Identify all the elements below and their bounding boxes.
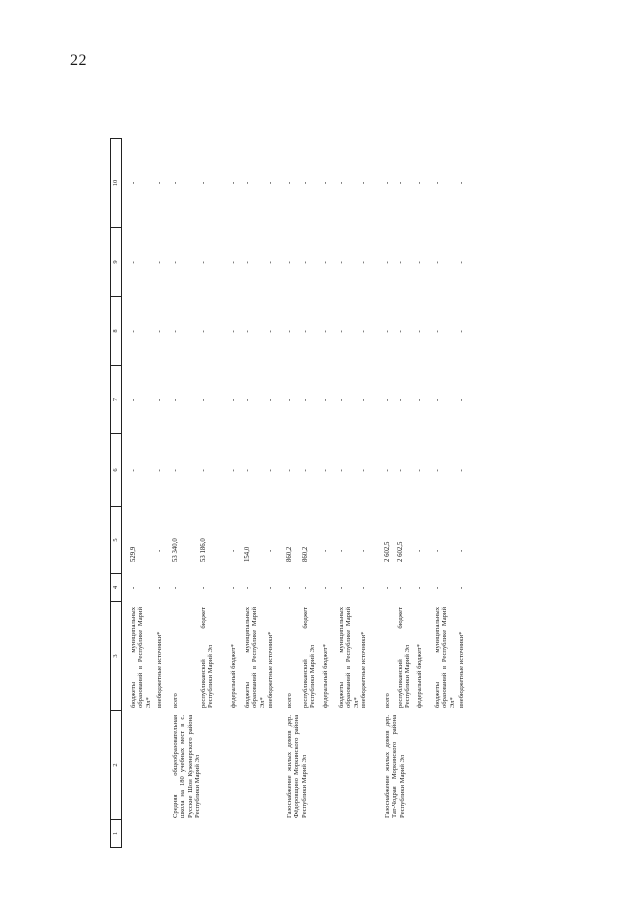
dash-cell: - xyxy=(396,586,404,590)
amount-value: 53 340,0 xyxy=(172,538,179,562)
dash-cell: - xyxy=(457,469,465,472)
dash-cell: - xyxy=(243,469,251,472)
dash-cell: - xyxy=(383,261,391,264)
dash-cell: - xyxy=(171,586,179,590)
dash-cell: - xyxy=(359,469,367,472)
dash-cell: - xyxy=(457,261,465,264)
dash-cell: - xyxy=(229,398,237,402)
dash-cell: - xyxy=(415,469,423,472)
page-number: 22 xyxy=(70,52,87,69)
dash-cell: - xyxy=(171,469,179,472)
dash-cell: - xyxy=(337,469,345,472)
dash-cell: - xyxy=(285,181,293,185)
table-header-row xyxy=(110,138,122,848)
dash-cell: - xyxy=(396,398,404,402)
dash-cell: - xyxy=(396,330,404,333)
dash-cell: - xyxy=(243,398,251,402)
dash-cell: - xyxy=(266,261,274,264)
dash-cell: - xyxy=(321,261,329,264)
header-cell-8: 8 xyxy=(111,297,121,366)
header-cell-4: 4 xyxy=(111,574,121,602)
dash-cell: - xyxy=(199,261,207,264)
dash-cell: - xyxy=(199,181,207,185)
dash-cell: - xyxy=(285,330,293,333)
dash-cell: - xyxy=(229,181,237,185)
header-cell-5: 5 xyxy=(111,507,121,574)
funding-source: федеральный бюджет* xyxy=(322,644,329,708)
dash-cell: - xyxy=(433,181,441,185)
dash-cell: - xyxy=(199,330,207,333)
dash-cell: - xyxy=(396,469,404,472)
dash-cell: - xyxy=(321,586,329,590)
dash-cell: - xyxy=(321,469,329,472)
dash-cell: - xyxy=(266,398,274,402)
dash-cell: - xyxy=(383,330,391,333)
dash-cell: - xyxy=(266,586,274,590)
dash-cell: - xyxy=(301,261,309,264)
dash-cell: - xyxy=(457,398,465,402)
header-cell-1: 1 xyxy=(111,820,121,848)
amount-value: 860,2 xyxy=(302,546,309,562)
dash-cell: - xyxy=(199,398,207,402)
object-name: Средняя общеобразовательная школа на 180 учебных мест в с. Русские Шои Куженерского района Республики Марий Эл xyxy=(172,715,202,818)
amount-value: - xyxy=(434,549,441,552)
dash-cell: - xyxy=(337,330,345,333)
dash-cell: - xyxy=(415,398,423,402)
amount-value: - xyxy=(322,549,329,552)
amount-value: 2 602,5 xyxy=(397,541,404,562)
dash-cell: - xyxy=(285,398,293,402)
header-cell-10: 10 xyxy=(111,138,121,228)
dash-cell: - xyxy=(171,261,179,264)
funding-source: федеральный бюджет* xyxy=(230,644,237,708)
dash-cell: - xyxy=(383,181,391,185)
dash-cell: - xyxy=(415,181,423,185)
dash-cell: - xyxy=(396,261,404,264)
dash-cell: - xyxy=(301,181,309,185)
dash-cell: - xyxy=(229,469,237,472)
dash-cell: - xyxy=(155,181,163,185)
dash-cell: - xyxy=(243,586,251,590)
funding-source: внебюджетные источники* xyxy=(360,631,367,708)
dash-cell: - xyxy=(285,261,293,264)
header-cell-2: 2 xyxy=(111,711,121,820)
funding-source: внебюджетные источники* xyxy=(458,631,465,708)
dash-cell: - xyxy=(359,398,367,402)
dash-cell: - xyxy=(155,261,163,264)
funding-source: внебюджетные источники* xyxy=(156,631,163,708)
rotated-table xyxy=(110,58,630,848)
dash-cell: - xyxy=(359,261,367,264)
dash-cell: - xyxy=(243,181,251,185)
dash-cell: - xyxy=(171,181,179,185)
dash-cell: - xyxy=(285,586,293,590)
funding-source: бюджеты муниципальных образований в Республике Марий Эл* xyxy=(338,607,360,708)
dash-cell: - xyxy=(383,586,391,590)
funding-source: республиканский бюджет Республики Марий Эл xyxy=(302,607,317,708)
dash-cell: - xyxy=(457,181,465,185)
amount-value: 860,2 xyxy=(286,546,293,562)
dash-cell: - xyxy=(171,398,179,402)
funding-source: бюджеты муниципальных образований в Республике Марий Эл* xyxy=(244,607,266,708)
header-cell-7: 7 xyxy=(111,366,121,434)
header-cell-3: 3 xyxy=(111,602,121,711)
dash-cell: - xyxy=(129,398,137,402)
amount-value: - xyxy=(360,549,367,552)
dash-cell: - xyxy=(359,330,367,333)
dash-cell: - xyxy=(155,469,163,472)
dash-cell: - xyxy=(337,261,345,264)
dash-cell: - xyxy=(415,586,423,590)
dash-cell: - xyxy=(229,330,237,333)
dash-cell: - xyxy=(155,398,163,402)
dash-cell: - xyxy=(243,261,251,264)
dash-cell: - xyxy=(337,181,345,185)
object-name: Газоснабжение жилых домов дер. Тат-Чодрая Моркинского района Республики Марий Эл xyxy=(384,715,406,818)
dash-cell: - xyxy=(129,330,137,333)
dash-cell: - xyxy=(337,398,345,402)
dash-cell: - xyxy=(321,330,329,333)
amount-value: - xyxy=(458,549,465,552)
dash-cell: - xyxy=(457,586,465,590)
dash-cell: - xyxy=(457,330,465,333)
dash-cell: - xyxy=(229,586,237,590)
dash-cell: - xyxy=(415,330,423,333)
dash-cell: - xyxy=(243,330,251,333)
dash-cell: - xyxy=(301,330,309,333)
dash-cell: - xyxy=(433,398,441,402)
dash-cell: - xyxy=(433,261,441,264)
dash-cell: - xyxy=(433,469,441,472)
dash-cell: - xyxy=(129,261,137,264)
funding-source: внебюджетные источники* xyxy=(267,631,274,708)
dash-cell: - xyxy=(321,398,329,402)
header-cell-6: 6 xyxy=(111,434,121,507)
dash-cell: - xyxy=(383,469,391,472)
amount-value: - xyxy=(230,549,237,552)
dash-cell: - xyxy=(383,398,391,402)
funding-source: бюджеты муниципальных образований в Республике Марий Эл* xyxy=(130,607,152,708)
funding-source: бюджеты муниципальных образований в Республике Марий Эл* xyxy=(434,607,456,708)
header-cell-9: 9 xyxy=(111,228,121,297)
dash-cell: - xyxy=(199,586,207,590)
amount-value: - xyxy=(338,549,345,552)
funding-source: республиканский бюджет Республики Марий Эл xyxy=(397,607,412,708)
amount-value: 529,9 xyxy=(130,546,137,562)
amount-value: - xyxy=(156,549,163,552)
funding-source: федеральный бюджет* xyxy=(416,644,423,708)
dash-cell: - xyxy=(285,469,293,472)
dash-cell: - xyxy=(359,181,367,185)
dash-cell: - xyxy=(229,261,237,264)
dash-cell: - xyxy=(129,586,137,590)
dash-cell: - xyxy=(266,181,274,185)
amount-value: 53 186,0 xyxy=(200,538,207,562)
object-name: Газоснабжение жилых домов дер. Фёдоровщино Моркинского района Республики Марий Эл xyxy=(286,715,308,818)
amount-value: 154,0 xyxy=(244,546,251,562)
amount-value: 2 602,5 xyxy=(384,541,391,562)
dash-cell: - xyxy=(337,586,345,590)
dash-cell: - xyxy=(433,586,441,590)
dash-cell: - xyxy=(266,469,274,472)
dash-cell: - xyxy=(129,469,137,472)
dash-cell: - xyxy=(396,181,404,185)
amount-value: - xyxy=(267,549,274,552)
dash-cell: - xyxy=(301,398,309,402)
funding-source: республиканский бюджет Республики Марий Эл xyxy=(200,607,215,708)
dash-cell: - xyxy=(301,469,309,472)
dash-cell: - xyxy=(301,586,309,590)
dash-cell: - xyxy=(266,330,274,333)
dash-cell: - xyxy=(415,261,423,264)
dash-cell: - xyxy=(155,586,163,590)
funding-source: всего xyxy=(172,693,179,708)
amount-value: - xyxy=(416,549,423,552)
dash-cell: - xyxy=(155,330,163,333)
dash-cell: - xyxy=(359,586,367,590)
dash-cell: - xyxy=(199,469,207,472)
dash-cell: - xyxy=(433,330,441,333)
funding-source: всего xyxy=(384,693,391,708)
dash-cell: - xyxy=(321,181,329,185)
funding-source: всего xyxy=(286,693,293,708)
dash-cell: - xyxy=(171,330,179,333)
dash-cell: - xyxy=(129,181,137,185)
